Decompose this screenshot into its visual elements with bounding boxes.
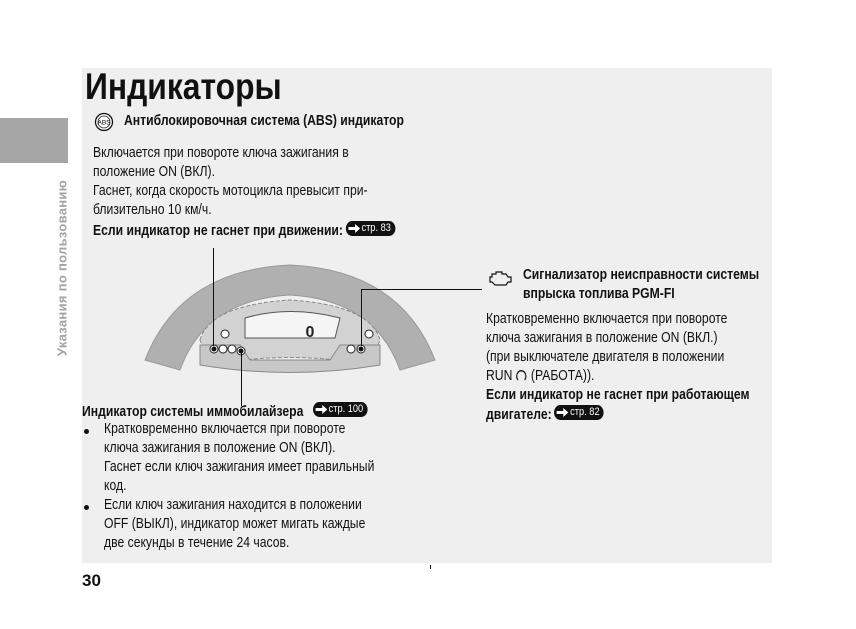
immobilizer-text-line: Кратковременно включается при повороте [104,421,346,437]
pgmfi-note-text: двигателе: [486,407,552,423]
run-label: RUN [486,368,513,384]
run-text: (РАБОТА)). [530,368,595,384]
pgmfi-text-line: ключа зажигания в положение ON (ВКЛ.) [486,330,718,346]
arrow-right-icon [315,405,327,414]
bullet [84,429,89,434]
abs-text-line: Включается при повороте ключа зажигания в [93,145,349,161]
immobilizer-text-line: ключа зажигания в положение ON (ВКЛ). [104,440,336,456]
section-label: Указания по пользованию [54,179,70,357]
immobilizer-text-line: OFF (ВЫКЛ), индикатор может мигать каждые [104,516,366,532]
abs-text-line: положение ON (ВКЛ). [93,164,215,180]
immobilizer-text-line: Если ключ зажигания находится в положении [104,497,362,513]
page-ref-link[interactable] [345,221,395,236]
page-ref-label: стр. 83 [361,222,391,234]
callout-line-pgmfi [361,289,482,290]
page-ref-label: стр. 100 [328,403,364,415]
page-ref-link[interactable] [554,405,604,420]
pgmfi-note: Если индикатор не гаснет при работающем [486,387,750,403]
immobilizer-heading [82,402,367,422]
page-title: Индикаторы [85,66,282,107]
pgmfi-text-line: (при выключателе двигателя в положении [486,349,725,365]
abs-text-line: близительно 10 км/ч. [93,202,212,218]
instrument-panel-illustration [140,250,440,400]
abs-note-text: Если индикатор не гаснет при движении: [93,223,343,239]
page-ref-label: стр. 82 [570,406,600,418]
svg-text:ABS: ABS [97,119,111,127]
abs-note [93,221,395,241]
bullet [84,505,89,510]
pgmfi-text-line [486,367,594,386]
callout-line-immobilizer [241,352,242,406]
immobilizer-heading-text: Индикатор системы иммобилайзера [82,404,304,420]
arrow-right-icon [348,224,360,233]
immobilizer-text-line: Гаснет если ключ зажигания имеет правильный [104,459,375,475]
immobilizer-text-line: две секунды в течение 24 часов. [104,535,290,551]
crop-mark [430,565,431,569]
callout-line-abs [213,248,214,346]
page-ref-link[interactable] [313,402,368,417]
pgmfi-heading: впрыска топлива PGM-FI [523,286,675,302]
abs-icon [93,112,115,132]
callout-line-pgmfi [361,289,362,346]
pgmfi-heading: Сигнализатор неисправности системы [523,267,760,283]
speed-readout: 0 [305,324,315,341]
abs-text-line: Гаснет, когда скорость мотоцикла превысит при- [93,183,368,199]
pgmfi-text-line: Кратковременно включается при повороте [486,311,728,327]
section-tab [0,118,68,163]
pgmfi-note [486,405,604,425]
engine-check-icon [487,269,513,287]
arrow-right-icon [557,408,569,417]
abs-heading: Антиблокировочная система (ABS) индикатор [124,113,404,129]
page-number: 30 [82,571,101,590]
immobilizer-text-line: код. [104,478,127,494]
run-symbol-icon [516,368,528,381]
